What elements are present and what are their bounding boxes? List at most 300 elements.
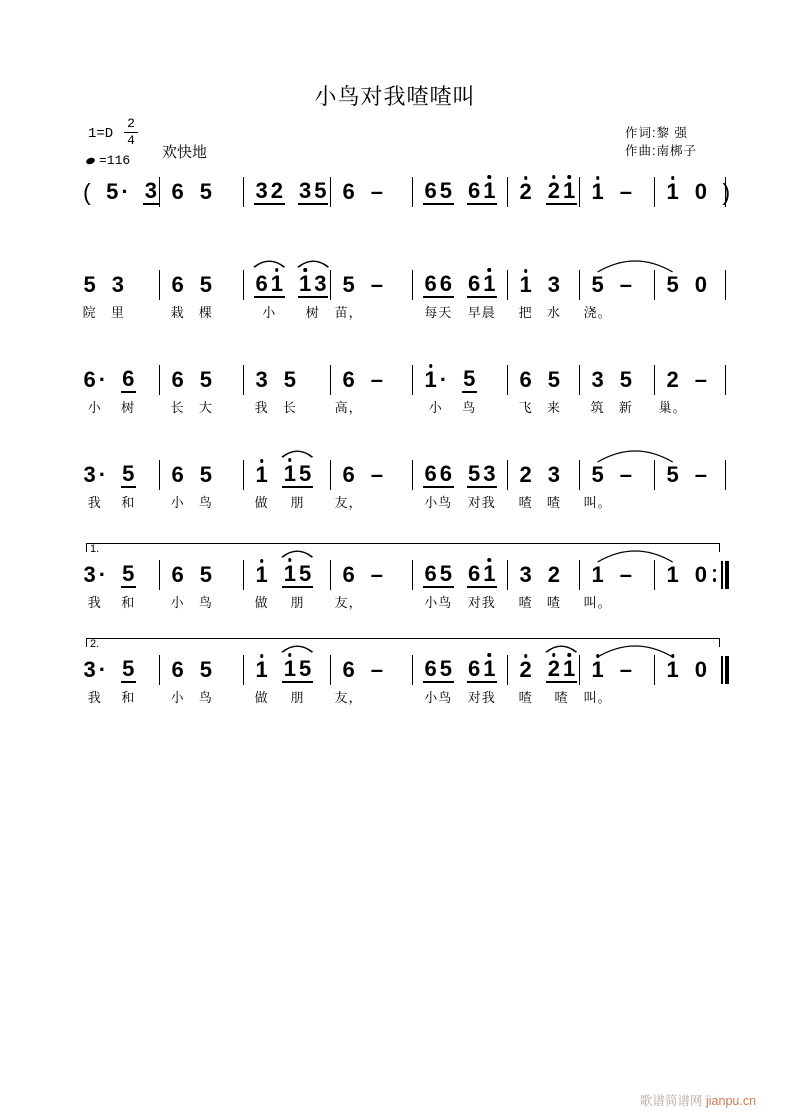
note-digit: 2 (519, 462, 532, 487)
note-digit: 3 (83, 657, 96, 682)
note-digit: 5 (439, 561, 452, 586)
note-unit (423, 460, 454, 510)
augmentation-dot: · (98, 562, 107, 587)
note-digit: 3 (314, 271, 327, 296)
note-digit: 2 (270, 178, 283, 203)
score-measure (72, 460, 160, 510)
note-digit: 2 (546, 179, 561, 205)
system-row (72, 177, 731, 207)
note-group (121, 562, 136, 588)
note-unit (170, 177, 185, 207)
lyric-syllable: 院 (82, 305, 97, 320)
note-digit: 1 (482, 562, 497, 588)
lyric-syllable: 长 (282, 400, 297, 415)
note-unit (618, 270, 633, 300)
note-digit: 6 (171, 657, 184, 682)
measure-notes (580, 270, 655, 320)
measure-notes (413, 460, 508, 510)
score-measure (655, 460, 726, 490)
score-measure (580, 365, 655, 415)
note-unit (546, 270, 561, 320)
lyric-syllable: 苗， (334, 305, 363, 320)
note-digit: 1 (590, 658, 605, 682)
lyric-syllable: 鸟 (198, 690, 213, 705)
note-digit: 5 (666, 272, 679, 297)
note-digit: 6 (342, 562, 355, 587)
score-measure (655, 177, 731, 207)
score-measure (331, 655, 413, 705)
note-unit (665, 560, 680, 590)
note-group (369, 563, 384, 587)
note-unit (693, 460, 708, 490)
lyric-syllable: 友， (334, 595, 363, 610)
note-unit (121, 365, 136, 415)
lyric-syllable: 对我 (467, 495, 496, 510)
lyric-syllable: 树 (305, 305, 320, 320)
lyric-syllable: 每天 (424, 305, 453, 320)
score-measure (331, 177, 413, 207)
note-unit (618, 560, 633, 590)
measure-notes (331, 560, 413, 610)
note-digit: 3 (144, 178, 157, 203)
measure-notes (655, 365, 726, 415)
note-digit: 6 (342, 462, 355, 487)
note-digit: 5 (299, 656, 312, 681)
note-group (369, 658, 384, 682)
note-group (618, 463, 633, 487)
note-group (546, 563, 561, 587)
note-group (121, 462, 136, 488)
note-group (590, 273, 605, 297)
augmentation-dot: · (439, 367, 448, 392)
measure-notes (160, 177, 244, 207)
score-measure (580, 270, 655, 320)
dash: – (694, 462, 707, 487)
note-group (518, 463, 533, 487)
lyric-syllable: 筑 (590, 400, 605, 415)
system-row (72, 460, 726, 510)
lyric-syllable: 小 (262, 305, 277, 320)
note-group (254, 658, 269, 682)
note-digit: 3 (255, 178, 268, 203)
rest: 0 (694, 272, 707, 297)
lyric-syllable: 把 (518, 305, 533, 320)
note-digit: 1 (423, 368, 438, 392)
note-digit: 5 (122, 561, 135, 586)
final-barline (721, 656, 729, 684)
note-group (518, 563, 533, 587)
note-unit (467, 655, 498, 705)
dash: – (619, 462, 632, 487)
dash: – (370, 367, 383, 392)
note-digit: 3 (255, 367, 268, 392)
note-unit (693, 655, 708, 685)
lyric-syllable: 里 (110, 305, 125, 320)
note-group (546, 368, 561, 392)
note-unit (590, 365, 605, 415)
note-unit (423, 365, 449, 415)
note-group (198, 463, 213, 487)
note-unit (665, 270, 680, 300)
score-measure (655, 365, 726, 415)
note-digit: 5 (591, 272, 604, 297)
measure-notes (508, 655, 580, 705)
note-group (423, 657, 454, 683)
lyric-syllable: 来 (546, 400, 561, 415)
note-digit: 6 (122, 366, 135, 391)
tempo-value: =116 (99, 153, 131, 168)
repeat-dots (713, 561, 717, 589)
measure-notes (72, 365, 160, 415)
slur-arc (545, 645, 578, 653)
note-digit: 2 (518, 658, 533, 682)
volta-bracket (86, 543, 720, 555)
lyricist-credit: 作词:黎 强 (625, 126, 688, 140)
score-measure (244, 460, 331, 510)
note-unit (590, 177, 605, 207)
note-unit (423, 655, 454, 705)
octave-dot (288, 653, 292, 657)
system-row (72, 560, 726, 610)
slur-arc (281, 550, 314, 558)
lyric-syllable: 朋 (290, 595, 305, 610)
octave-dot (488, 558, 492, 562)
note-unit (82, 655, 108, 705)
lyric-syllable: 做 (254, 495, 269, 510)
dash: – (694, 367, 707, 392)
score-measure (655, 655, 726, 685)
note-group (110, 273, 125, 297)
dash: – (619, 562, 632, 587)
note-unit (334, 365, 363, 415)
measure-notes (508, 270, 580, 320)
note-unit (467, 270, 498, 320)
note-digit: 6 (439, 461, 452, 486)
lyric-syllable: 喳 (518, 690, 533, 705)
measure-notes (580, 177, 655, 207)
note-unit (334, 460, 363, 510)
note-digit: 1 (482, 657, 497, 683)
score-measure (508, 177, 580, 207)
dash: – (370, 462, 383, 487)
note-unit (282, 365, 297, 415)
note-digit: 1 (282, 562, 297, 588)
note-digit: 2 (546, 657, 561, 683)
score-measure (160, 655, 244, 705)
note-digit: 1 (665, 658, 680, 682)
lyric-syllable: 叫。 (583, 690, 612, 705)
lyric-syllable: 喳 (554, 690, 569, 705)
lyric-syllable: 叫。 (583, 495, 612, 510)
measure-notes (508, 560, 580, 610)
note-group (665, 368, 680, 392)
note-group (423, 462, 454, 488)
measure-notes (72, 460, 160, 510)
score-measure (244, 560, 331, 610)
note-group (282, 368, 297, 392)
note-digit: 1 (298, 272, 313, 298)
note-digit: 6 (342, 367, 355, 392)
lyric-syllable: 我 (87, 595, 102, 610)
note-digit: 1 (562, 179, 577, 205)
note-group (82, 273, 97, 297)
note-group (369, 273, 384, 297)
note-digit: 5 (299, 461, 312, 486)
note-digit: 6 (171, 562, 184, 587)
note-unit (170, 460, 185, 510)
score-system (72, 543, 726, 610)
volta-bracket (86, 638, 720, 650)
note-digit: 6 (468, 271, 481, 296)
song-title: 小鸟对我喳喳叫 (314, 84, 476, 109)
lyric-syllable: 朋 (290, 690, 305, 705)
measure-notes (244, 655, 331, 705)
note-unit (82, 460, 108, 510)
note-digit: 3 (483, 461, 496, 486)
note-digit: 5 (199, 462, 212, 487)
note-group (665, 563, 680, 587)
measure-notes (580, 655, 655, 705)
thin-barline (721, 561, 723, 589)
score-measure (72, 560, 160, 610)
note-digit: 1 (562, 657, 577, 683)
note-unit (618, 460, 633, 490)
note-unit (665, 460, 680, 490)
note-group (590, 368, 605, 392)
note-group (341, 368, 356, 392)
score-measure (508, 270, 580, 320)
score-system (72, 177, 731, 207)
note-digit: 5 (666, 462, 679, 487)
note-group (298, 179, 329, 205)
measure-notes (580, 365, 655, 415)
measure-notes (331, 365, 413, 415)
note-unit (369, 270, 384, 300)
note-digit: 6 (424, 461, 437, 486)
composer-credit: 作曲:南梆子 (625, 144, 697, 158)
augmentation-dot: · (121, 179, 129, 204)
score-system (72, 460, 726, 510)
lyric-syllable: 小 (170, 690, 185, 705)
note-group (693, 180, 708, 204)
note-unit (546, 365, 561, 415)
measure-notes (160, 270, 244, 320)
note-group (423, 179, 454, 205)
note-digit: 6 (424, 271, 437, 296)
note-digit: 1 (590, 180, 605, 204)
time-signature-denominator: 4 (127, 133, 135, 148)
note-digit: 5 (106, 179, 119, 204)
note-unit (82, 560, 108, 610)
lyric-syllable: 朋 (290, 495, 305, 510)
measure-notes (244, 560, 331, 610)
measure-notes (413, 655, 508, 705)
note-digit: 3 (547, 272, 560, 297)
note-group (341, 273, 356, 297)
octave-dot (567, 653, 571, 657)
note-digit: 5 (468, 461, 481, 486)
note-group (467, 272, 498, 298)
note-group (198, 368, 213, 392)
note-group (170, 180, 185, 204)
octave-dot (429, 364, 433, 368)
note-unit (583, 270, 612, 320)
note-digit: 5 (547, 367, 560, 392)
note-unit (693, 177, 708, 207)
score-measure (331, 270, 413, 320)
note-group (467, 562, 498, 588)
note-group (170, 563, 185, 587)
note-group (369, 463, 384, 487)
note-group (467, 462, 498, 488)
note-group (369, 368, 384, 392)
note-group (546, 179, 577, 205)
note-group (462, 367, 477, 393)
lyric-syllable: 巢。 (658, 400, 687, 415)
note-unit (298, 270, 329, 320)
measure-notes (413, 270, 508, 320)
note-group (254, 563, 269, 587)
score-measure (655, 270, 726, 300)
lyric-syllable: 和 (121, 690, 136, 705)
expression-marking: 欢快地 (162, 144, 208, 161)
note-unit (254, 655, 269, 705)
watermark-site-url: jianpu.cn (706, 1094, 757, 1108)
note-group (282, 462, 313, 488)
augmentation-dot: · (98, 657, 107, 682)
note-group (467, 657, 498, 683)
note-digit: 1 (591, 562, 604, 587)
note-group (198, 180, 213, 204)
measure-notes (413, 365, 508, 415)
note-group (198, 658, 213, 682)
dash: – (370, 179, 383, 204)
score-measure (413, 270, 508, 320)
note-unit (583, 460, 612, 510)
note-group (121, 657, 136, 683)
note-unit (518, 177, 533, 207)
measure-notes (413, 560, 508, 610)
note-group (546, 657, 577, 683)
note-digit: 5 (439, 178, 452, 203)
lyric-syllable: 飞 (518, 400, 533, 415)
note-unit (546, 460, 561, 510)
note-digit: 2 (547, 562, 560, 587)
note-unit (334, 270, 363, 320)
lyric-syllable: 我 (254, 400, 269, 415)
note-digit: 6 (342, 657, 355, 682)
note-group (665, 273, 680, 297)
note-unit (658, 365, 687, 415)
note-group (198, 273, 213, 297)
note-unit (583, 560, 612, 610)
score-measure (244, 655, 331, 705)
lyric-syllable: 栽 (170, 305, 185, 320)
lyric-syllable: 浇。 (583, 305, 612, 320)
note-unit (254, 365, 269, 415)
octave-dot (596, 654, 600, 658)
octave-dot (288, 458, 292, 462)
score-measure (413, 177, 508, 207)
note-unit (693, 365, 708, 395)
lyric-syllable: 小 (87, 400, 102, 415)
measure-notes (244, 177, 331, 207)
score-measure (244, 270, 331, 320)
note-digit: 6 (342, 179, 355, 204)
lyric-syllable: 和 (121, 595, 136, 610)
note-group (423, 368, 449, 392)
note-group (82, 368, 108, 392)
lyric-syllable: 喳 (518, 595, 533, 610)
note-unit (518, 270, 533, 320)
note-unit (518, 655, 533, 705)
system-row (72, 655, 726, 705)
rest: 0 (694, 179, 707, 204)
measure-notes (508, 460, 580, 510)
measure-notes (160, 655, 244, 705)
note-digit: 5 (199, 272, 212, 297)
note-unit (254, 460, 269, 510)
augmentation-dot: · (98, 367, 107, 392)
note-digit: 6 (519, 367, 532, 392)
note-unit (198, 177, 213, 207)
note-group (590, 658, 605, 682)
note-group (341, 180, 356, 204)
measure-notes (244, 270, 331, 320)
thick-barline (725, 656, 729, 684)
note-group (590, 180, 605, 204)
note-digit: 1 (665, 180, 680, 204)
octave-dot (260, 654, 264, 658)
note-digit: 1 (269, 272, 284, 298)
lyric-syllable: 早晨 (467, 305, 496, 320)
note-unit (518, 560, 533, 610)
octave-dot (552, 175, 556, 179)
score-system (72, 638, 726, 705)
measure-notes (72, 655, 160, 705)
note-group (546, 463, 561, 487)
note-unit (423, 270, 454, 320)
score-measure (72, 365, 160, 415)
lyric-syllable: 棵 (198, 305, 213, 320)
note-digit: 6 (255, 271, 268, 296)
note-digit: 3 (299, 178, 312, 203)
watermark (640, 1091, 756, 1109)
note-group (693, 273, 708, 297)
note-digit: 5 (199, 657, 212, 682)
measure-notes (160, 560, 244, 610)
measure-notes (244, 460, 331, 510)
note-group (722, 180, 732, 204)
note-digit: 6 (424, 561, 437, 586)
note-unit (518, 365, 533, 415)
note-group (665, 658, 680, 682)
note-unit (369, 560, 384, 590)
volta-label: 2. (90, 638, 100, 650)
octave-dot (488, 653, 492, 657)
measure-notes (655, 177, 731, 207)
note-unit (467, 177, 498, 207)
score-measure (580, 460, 655, 510)
note-digit: 3 (519, 562, 532, 587)
note-digit: 1 (254, 563, 269, 587)
note-unit (369, 460, 384, 490)
lyric-syllable: 我 (87, 690, 102, 705)
note-unit (583, 655, 612, 705)
note-group (143, 179, 158, 205)
note-unit (334, 655, 363, 705)
note-unit (198, 365, 213, 415)
